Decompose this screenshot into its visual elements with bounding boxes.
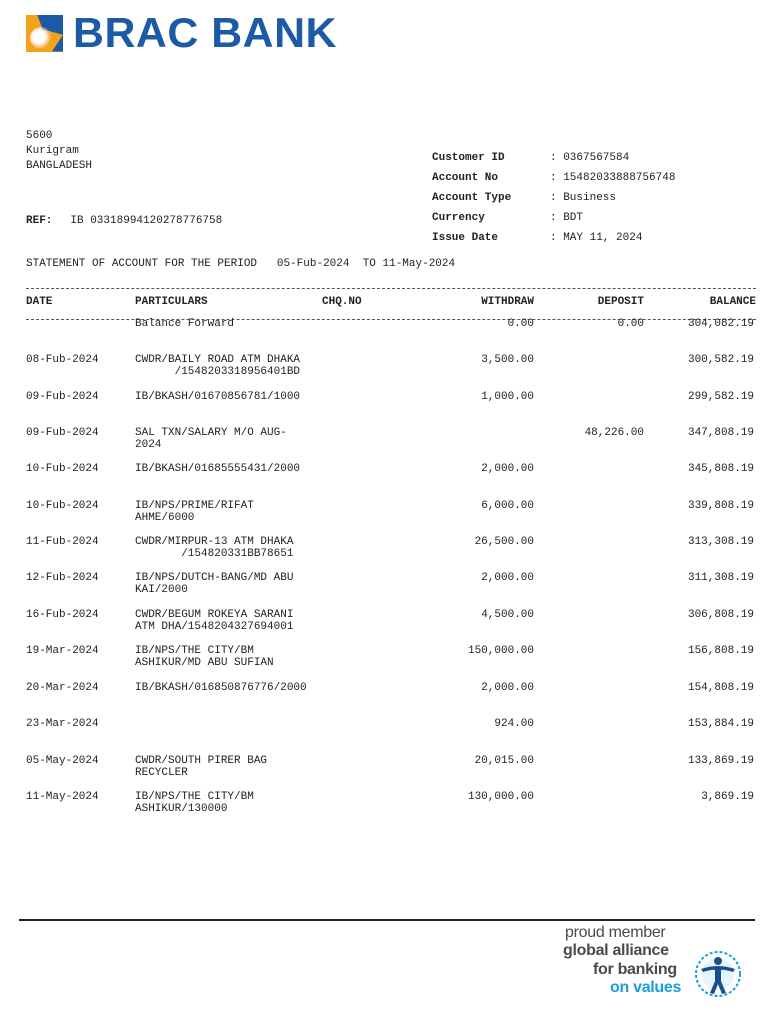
row-date: 08-Fub-2024 [26, 354, 99, 366]
row-balance: 306,808.19 [687, 609, 754, 621]
row-balance: 299,582.19 [687, 391, 754, 403]
column-header-particulars: PARTICULARS [135, 296, 208, 308]
row-withdraw: 924.00 [494, 718, 534, 730]
row-particulars: IB/NPS/THE CITY/BM ASHIKUR/MD ABU SUFIAN [135, 645, 274, 669]
gabv-line: on values [610, 979, 682, 996]
globe-figure-icon [693, 949, 743, 999]
row-balance: 313,308.19 [687, 536, 754, 548]
gabv-line: global alliance [563, 942, 669, 959]
column-header-withdraw: WITHDRAW [481, 296, 534, 308]
row-date: 10-Fub-2024 [26, 463, 99, 475]
account-info [432, 151, 675, 251]
row-balance: 304,082.19 [687, 318, 754, 330]
info-key: Account Type [432, 192, 512, 204]
bank-name: BRAC BANK [73, 9, 338, 56]
info-key: Issue Date [432, 232, 499, 244]
info-row [432, 191, 675, 211]
info-row [432, 211, 675, 231]
info-key: Account No [432, 172, 499, 184]
row-withdraw: 20,015.00 [474, 755, 534, 767]
row-withdraw: 4,500.00 [481, 609, 534, 621]
row-date: 20-Mar-2024 [26, 682, 99, 694]
row-date: 11-May-2024 [26, 791, 99, 803]
divider [26, 288, 756, 289]
brac-logo-mark-icon [26, 15, 63, 52]
row-date: 23-Mar-2024 [26, 718, 99, 730]
info-key: Currency [432, 212, 485, 224]
info-row [432, 171, 675, 191]
row-deposit: 0.00 [617, 318, 644, 330]
reference-value: IB 03318994120278776758 [70, 215, 223, 227]
row-particulars: CWDR/SOUTH PIRER BAG RECYCLER [135, 755, 268, 779]
row-particulars: CWDR/BEGUM ROKEYA SARANI ATM DHA/1548204327694001 [135, 609, 294, 633]
row-particulars: CWDR/BAILY ROAD ATM DHAKA /1548203318956401BD [135, 354, 301, 378]
table-header [26, 296, 756, 310]
row-date: 16-Fub-2024 [26, 609, 99, 621]
period-from: 05-Fub-2024 [276, 258, 350, 270]
reference-label: REF: [26, 215, 53, 227]
reference [26, 215, 222, 227]
statement-period [26, 258, 455, 270]
row-date: 19-Mar-2024 [26, 645, 99, 657]
row-withdraw: 2,000.00 [481, 572, 534, 584]
row-date: 05-May-2024 [26, 755, 99, 767]
row-deposit: 48,226.00 [584, 427, 644, 439]
row-date: 09-Fub-2024 [26, 391, 99, 403]
row-balance: 156,808.19 [687, 645, 754, 657]
row-balance: 3,869.19 [701, 791, 754, 803]
row-withdraw: 150,000.00 [467, 645, 534, 657]
row-particulars: SAL TXN/SALARY M/O AUG- 2024 [135, 427, 287, 451]
column-header-date: DATE [26, 296, 53, 308]
address-line: BANGLADESH [26, 160, 93, 172]
row-particulars: IB/NPS/DUTCH-BANG/MD ABU KAI/2000 [135, 572, 294, 596]
row-particulars: IB/BKASH/01670856781/1000 [135, 391, 301, 403]
row-date: 10-Fub-2024 [26, 500, 99, 512]
row-withdraw: 130,000.00 [467, 791, 534, 803]
row-balance: 347,808.19 [687, 427, 754, 439]
info-value: : MAY 11, 2024 [550, 232, 643, 244]
address-line: 5600 [26, 130, 53, 142]
statement-title: STATEMENT OF ACCOUNT FOR THE PERIOD [26, 258, 258, 270]
row-balance: 311,308.19 [687, 572, 754, 584]
period-to-label: TO [362, 258, 376, 270]
customer-address [26, 129, 92, 174]
column-header-deposit: DEPOSIT [597, 296, 644, 308]
info-value: : 0367567584 [550, 152, 630, 164]
row-balance: 153,884.19 [687, 718, 754, 730]
info-row [432, 231, 675, 251]
row-balance: 339,808.19 [687, 500, 754, 512]
info-value: : Business [550, 192, 617, 204]
row-balance: 300,582.19 [687, 354, 754, 366]
row-particulars: IB/NPS/PRIME/RIFAT AHME/6000 [135, 500, 254, 524]
row-date: 11-Fub-2024 [26, 536, 99, 548]
info-value: : BDT [550, 212, 584, 224]
column-header-chq: CHQ.NO [322, 296, 362, 308]
row-withdraw: 0.00 [507, 318, 534, 330]
info-value: : 15482033888756748 [550, 172, 676, 184]
row-particulars: IB/NPS/THE CITY/BM ASHIKUR/130000 [135, 791, 254, 815]
row-withdraw: 2,000.00 [481, 682, 534, 694]
gabv-line: proud member [565, 924, 666, 941]
bank-logo [26, 9, 338, 56]
row-withdraw: 2,000.00 [481, 463, 534, 475]
info-row [432, 151, 675, 171]
row-withdraw: 6,000.00 [481, 500, 534, 512]
row-particulars: IB/BKASH/01685555431/2000 [135, 463, 301, 475]
row-withdraw: 26,500.00 [474, 536, 534, 548]
footer-divider [19, 919, 755, 921]
row-particulars: IB/BKASH/016850876776/2000 [135, 682, 307, 694]
row-withdraw: 1,000.00 [481, 391, 534, 403]
period-to: 11-May-2024 [382, 258, 456, 270]
row-date: 09-Fub-2024 [26, 427, 99, 439]
row-particulars: CWDR/MIRPUR-13 ATM DHAKA /154820331BB78651 [135, 536, 294, 560]
info-key: Customer ID [432, 152, 505, 164]
row-withdraw: 3,500.00 [481, 354, 534, 366]
row-balance: 133,869.19 [687, 755, 754, 767]
row-particulars: Balance Forward [135, 318, 235, 330]
gabv-badge [560, 924, 750, 999]
row-balance: 154,808.19 [687, 682, 754, 694]
row-balance: 345,808.19 [687, 463, 754, 475]
column-header-balance: BALANCE [709, 296, 756, 308]
gabv-line: for banking [593, 961, 677, 978]
row-date: 12-Fub-2024 [26, 572, 99, 584]
address-line: Kurigram [26, 145, 79, 157]
